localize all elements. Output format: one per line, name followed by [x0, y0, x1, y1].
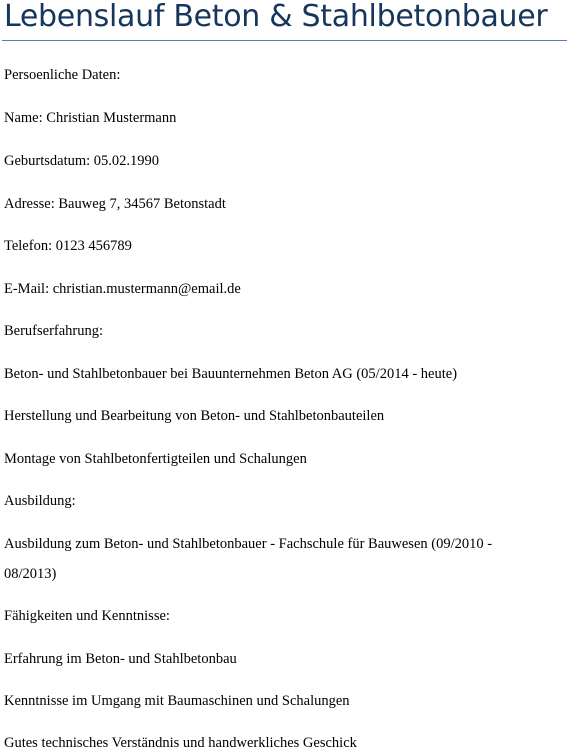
education-heading: Ausbildung:	[4, 493, 76, 509]
experience-task-line: Herstellung und Bearbeitung von Beton- und Stahlbetonbauteilen	[4, 408, 385, 424]
education-line-continued: 08/2013)	[4, 566, 57, 582]
address-line: Adresse: Bauweg 7, 34567 Betonstadt	[4, 196, 226, 212]
skill-line: Kenntnisse im Umgang mit Baumaschinen und Schalungen	[4, 693, 350, 709]
experience-task-line: Montage von Stahlbetonfertigteilen und Schalungen	[4, 451, 307, 467]
title-divider	[2, 40, 567, 41]
experience-job-line: Beton- und Stahlbetonbauer bei Bauunternehmen Beton AG (05/2014 - heute)	[4, 366, 458, 382]
personal-data-heading: Persoenliche Daten:	[4, 67, 121, 83]
email-line: E-Mail: christian.mustermann@email.de	[4, 281, 241, 297]
experience-heading: Berufserfahrung:	[4, 323, 104, 339]
education-line: Ausbildung zum Beton- und Stahlbetonbauer - Fachschule für Bauwesen (09/2010 -	[4, 536, 493, 552]
skill-line: Erfahrung im Beton- und Stahlbetonbau	[4, 651, 237, 667]
skills-heading: Fähigkeiten und Kenntnisse:	[4, 608, 170, 624]
birthdate-line: Geburtsdatum: 05.02.1990	[4, 153, 160, 169]
name-line: Name: Christian Mustermann	[4, 110, 177, 126]
phone-line: Telefon: 0123 456789	[4, 238, 132, 254]
skill-line: Gutes technisches Verständnis und handwerkliches Geschick	[4, 735, 357, 751]
document-title: Lebenslauf Beton & Stahlbetonbauer	[4, 0, 548, 34]
